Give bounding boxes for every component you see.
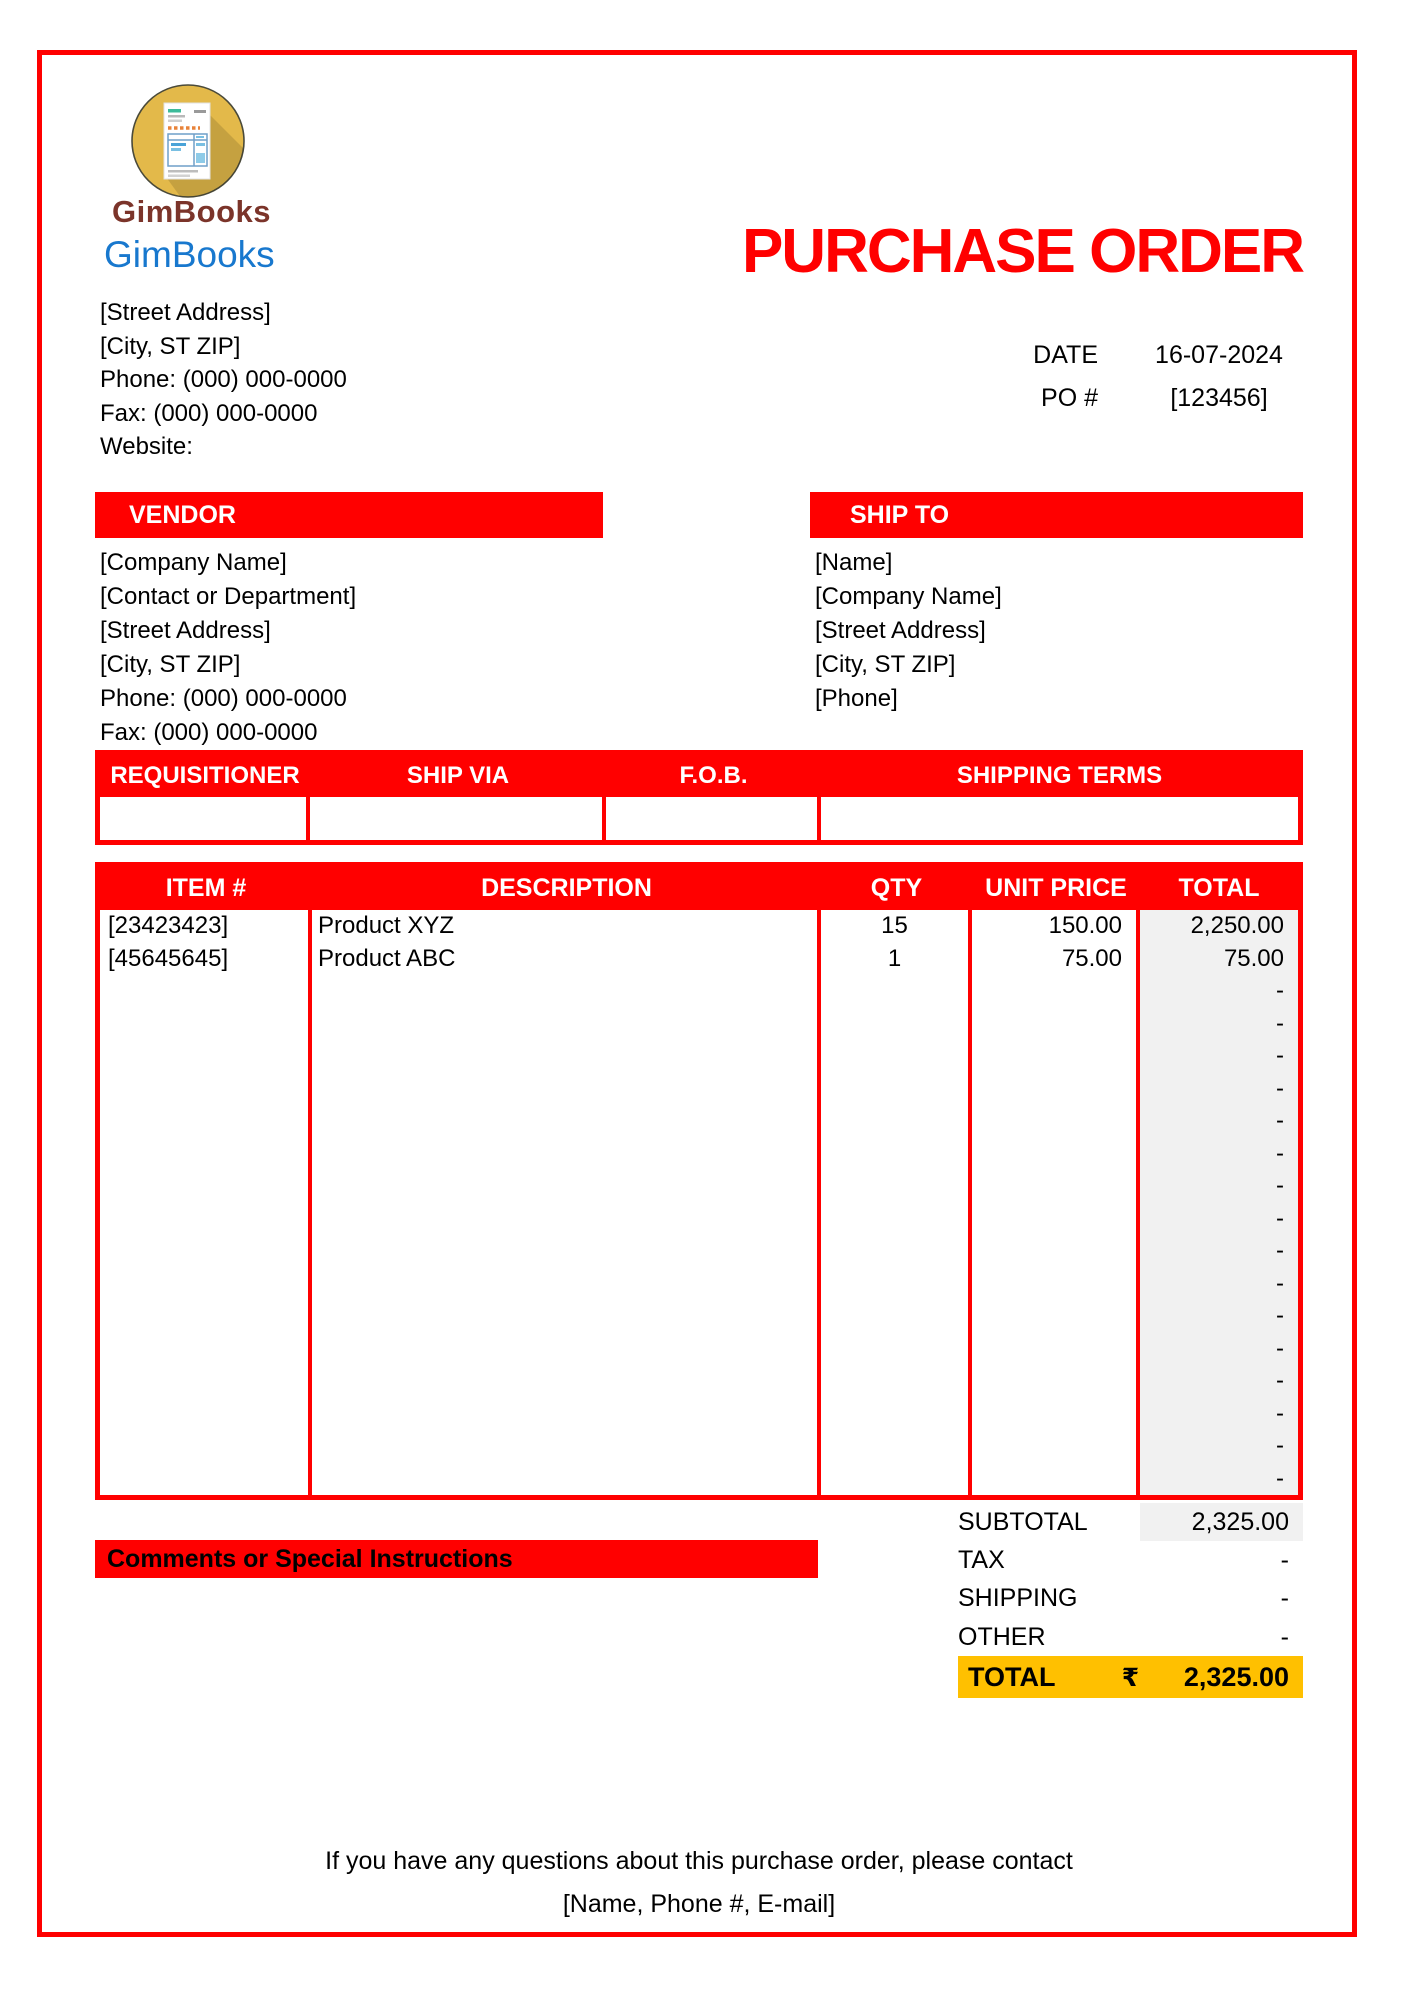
shipping-info-value-row: [100, 797, 1298, 840]
summary-value: -: [1280, 1622, 1289, 1651]
gimbooks-logo-icon: [130, 83, 246, 199]
footer-note: [95, 1840, 1303, 1926]
ship-to-detail-line: [City, ST ZIP]: [815, 651, 956, 678]
item-total-cell: -: [1140, 975, 1298, 1008]
items-table: [95, 862, 1303, 1500]
vendor-heading: VENDOR: [129, 500, 236, 529]
item-description-cell: [312, 1008, 821, 1041]
comments-heading: Comments or Special Instructions: [107, 1544, 513, 1573]
shipping-info-column-header: SHIPPING TERMS: [956, 762, 1163, 789]
item-unit-price-cell: [972, 1398, 1140, 1431]
item-unit-price-cell: [972, 1365, 1140, 1398]
company-address-line: [City, ST ZIP]: [100, 332, 241, 360]
shipping-info-header-row: [100, 755, 1298, 797]
item-number-cell: [100, 1300, 312, 1333]
item-row: [100, 1170, 1298, 1203]
document-title: PURCHASE ORDER: [741, 217, 1303, 286]
item-description-cell: [312, 1203, 821, 1236]
item-description-cell: [312, 1040, 821, 1073]
item-qty-cell: [821, 1203, 972, 1236]
item-row: [100, 1235, 1298, 1268]
items-column-header: QTY: [870, 874, 923, 902]
items-column-header: DESCRIPTION: [481, 874, 652, 902]
item-row: [100, 1008, 1298, 1041]
item-qty-cell: [821, 1138, 972, 1171]
grand-total-row: [958, 1656, 1303, 1698]
item-number-cell: [100, 1073, 312, 1106]
item-description-cell: Product XYZ: [312, 910, 821, 943]
item-total-cell: -: [1140, 1365, 1298, 1398]
item-row: [100, 975, 1298, 1008]
item-qty-cell: [821, 1073, 972, 1106]
shipping-info-column-header: SHIP VIA: [406, 762, 510, 789]
item-qty-cell: [821, 1333, 972, 1366]
item-qty-cell: [821, 1008, 972, 1041]
summary-label: OTHER: [958, 1622, 1046, 1651]
summary-row: [958, 1503, 1303, 1541]
item-total-cell: -: [1140, 1235, 1298, 1268]
item-row: [100, 1463, 1298, 1496]
ship-to-detail-line: [Street Address]: [815, 617, 986, 644]
item-number-cell: [100, 1040, 312, 1073]
items-column-header: TOTAL: [1178, 874, 1260, 902]
item-description-cell: [312, 1170, 821, 1203]
item-qty-cell: [821, 1268, 972, 1301]
vendor-detail-line: [Company Name]: [100, 549, 287, 576]
item-description-cell: [312, 1300, 821, 1333]
item-total-cell: -: [1140, 1105, 1298, 1138]
item-description-cell: [312, 975, 821, 1008]
item-total-cell: -: [1140, 1463, 1298, 1496]
ship-to-heading: SHIP TO: [850, 500, 950, 529]
item-total-cell: -: [1140, 1333, 1298, 1366]
shipping-info-value-cell: [310, 797, 606, 840]
shipping-info-table: [95, 750, 1303, 845]
item-qty-cell: [821, 975, 972, 1008]
item-number-cell: [100, 1268, 312, 1301]
company-address: [100, 296, 347, 464]
item-row: [100, 1333, 1298, 1366]
item-total-cell: -: [1140, 1300, 1298, 1333]
item-unit-price-cell: [972, 1105, 1140, 1138]
items-column-header: UNIT PRICE: [985, 874, 1127, 902]
item-qty-cell: [821, 1040, 972, 1073]
summary-value: -: [1280, 1584, 1289, 1613]
company-address-line: Website:: [100, 433, 193, 460]
item-qty-cell: 15: [821, 910, 972, 943]
item-number-cell: [23423423]: [100, 910, 312, 943]
vendor-detail-line: [Street Address]: [100, 617, 271, 644]
item-number-cell: [100, 1138, 312, 1171]
footer-line-1: If you have any questions about this purchase order, please contact: [325, 1847, 1073, 1875]
item-unit-price-cell: [972, 1073, 1140, 1106]
footer-line-2: [Name, Phone #, E-mail]: [562, 1890, 836, 1918]
summary-row: [958, 1541, 1303, 1579]
item-total-cell: -: [1140, 1398, 1298, 1431]
summary-value: -: [1280, 1545, 1289, 1574]
shipping-info-value-cell: [606, 797, 821, 840]
item-unit-price-cell: [972, 1268, 1140, 1301]
item-description-cell: [312, 1365, 821, 1398]
item-number-cell: [45645645]: [100, 943, 312, 976]
item-total-cell: -: [1140, 1170, 1298, 1203]
item-row: [100, 1268, 1298, 1301]
vendor-detail-line: [Contact or Department]: [100, 583, 357, 610]
item-row: [100, 1300, 1298, 1333]
ship-to-detail-line: [Name]: [815, 549, 893, 576]
item-row: [100, 1040, 1298, 1073]
shipping-info-value-cell: [100, 797, 310, 840]
item-description-cell: [312, 1268, 821, 1301]
item-qty-cell: 1: [821, 943, 972, 976]
item-number-cell: [100, 1235, 312, 1268]
item-number-cell: [100, 1463, 312, 1496]
shipping-info-column-header: F.O.B.: [679, 762, 748, 789]
shipping-info-column-header: REQUISITIONER: [110, 762, 300, 789]
item-number-cell: [100, 1333, 312, 1366]
item-row: [100, 1073, 1298, 1106]
item-total-cell: -: [1140, 1073, 1298, 1106]
meta-label: DATE: [1033, 341, 1098, 369]
company-address-line: Phone: (000) 000-0000: [100, 366, 347, 393]
item-unit-price-cell: [972, 1463, 1140, 1496]
items-body: [100, 910, 1298, 1495]
items-header-row: [100, 867, 1298, 910]
item-unit-price-cell: [972, 1170, 1140, 1203]
item-total-cell: -: [1140, 1268, 1298, 1301]
item-qty-cell: [821, 1170, 972, 1203]
item-qty-cell: [821, 1235, 972, 1268]
item-unit-price-cell: [972, 1138, 1140, 1171]
summary-value: 2,325.00: [1140, 1503, 1303, 1541]
summary-row: [958, 1618, 1303, 1656]
comments-section-header: [95, 1540, 818, 1578]
item-number-cell: [100, 1105, 312, 1138]
item-qty-cell: [821, 1398, 972, 1431]
vendor-section-header: [95, 492, 603, 538]
item-qty-cell: [821, 1463, 972, 1496]
item-description-cell: [312, 1073, 821, 1106]
summary-label: TAX: [958, 1545, 1005, 1574]
item-qty-cell: [821, 1430, 972, 1463]
ship-to-detail-line: [Company Name]: [815, 583, 1002, 610]
item-description-cell: [312, 1235, 821, 1268]
summary-row: [958, 1580, 1303, 1618]
summary-label: SHIPPING: [958, 1584, 1078, 1613]
vendor-detail-line: Fax: (000) 000-0000: [100, 719, 318, 746]
vendor-details: [100, 546, 356, 750]
item-number-cell: [100, 975, 312, 1008]
item-description-cell: [312, 1430, 821, 1463]
item-row: [100, 1138, 1298, 1171]
meta-row: [938, 334, 1303, 377]
item-total-cell: -: [1140, 1430, 1298, 1463]
item-total-cell: -: [1140, 1040, 1298, 1073]
item-total-cell: 75.00: [1140, 943, 1298, 976]
items-column-header: ITEM #: [165, 874, 247, 902]
item-description-cell: [312, 1333, 821, 1366]
item-total-cell: -: [1140, 1203, 1298, 1236]
item-description-cell: Product ABC: [312, 943, 821, 976]
meta-value: [123456]: [1170, 384, 1268, 412]
item-unit-price-cell: [972, 1300, 1140, 1333]
item-unit-price-cell: 75.00: [972, 943, 1140, 976]
item-qty-cell: [821, 1365, 972, 1398]
item-unit-price-cell: [972, 975, 1140, 1008]
item-total-cell: 2,250.00: [1140, 910, 1298, 943]
rupee-currency-symbol: ₹: [1121, 1662, 1140, 1692]
summary-label: SUBTOTAL: [958, 1507, 1088, 1536]
item-number-cell: [100, 1170, 312, 1203]
item-row: [100, 910, 1298, 943]
item-unit-price-cell: [972, 1008, 1140, 1041]
meta-label: PO #: [1041, 384, 1098, 412]
item-unit-price-cell: [972, 1235, 1140, 1268]
shipping-info-value-cell: [821, 797, 1298, 840]
item-total-cell: -: [1140, 1008, 1298, 1041]
meta-value: 16-07-2024: [1155, 341, 1283, 369]
item-number-cell: [100, 1203, 312, 1236]
brand-wordmark: GimBooks: [112, 194, 272, 229]
item-row: [100, 1398, 1298, 1431]
item-row: [100, 943, 1298, 976]
company-address-line: Fax: (000) 000-0000: [100, 399, 318, 427]
meta-row: [938, 377, 1303, 420]
item-number-cell: [100, 1430, 312, 1463]
item-description-cell: [312, 1105, 821, 1138]
ship-to-details: [815, 546, 1002, 716]
item-row: [100, 1365, 1298, 1398]
company-address-line: [Street Address]: [100, 299, 271, 326]
item-unit-price-cell: [972, 1040, 1140, 1073]
summary-section: [958, 1503, 1303, 1656]
item-qty-cell: [821, 1300, 972, 1333]
vendor-detail-line: [City, ST ZIP]: [100, 651, 241, 678]
ship-to-detail-line: [Phone]: [815, 685, 898, 712]
item-row: [100, 1203, 1298, 1236]
item-unit-price-cell: 150.00: [972, 910, 1140, 943]
item-total-cell: -: [1140, 1138, 1298, 1171]
item-description-cell: [312, 1398, 821, 1431]
item-unit-price-cell: [972, 1333, 1140, 1366]
item-number-cell: [100, 1008, 312, 1041]
item-number-cell: [100, 1398, 312, 1431]
document-meta: [938, 334, 1303, 420]
ship-to-section-header: [810, 492, 1303, 538]
item-description-cell: [312, 1463, 821, 1496]
item-row: [100, 1430, 1298, 1463]
vendor-detail-line: Phone: (000) 000-0000: [100, 685, 347, 712]
company-name: GimBooks: [104, 234, 275, 275]
item-row: [100, 1105, 1298, 1138]
grand-total-value: 2,325.00: [1183, 1661, 1289, 1692]
item-description-cell: [312, 1138, 821, 1171]
item-number-cell: [100, 1365, 312, 1398]
grand-total-label: TOTAL: [968, 1661, 1056, 1692]
item-qty-cell: [821, 1105, 972, 1138]
item-unit-price-cell: [972, 1430, 1140, 1463]
item-unit-price-cell: [972, 1203, 1140, 1236]
